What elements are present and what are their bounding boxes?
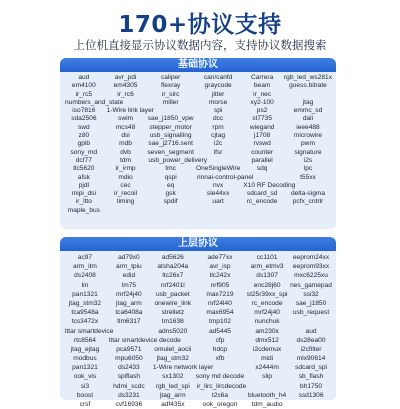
protocol-item: enc28j60 [253, 281, 281, 289]
protocol-item: rgb_led_spi [155, 382, 190, 390]
protocol-item: ds28ea00 [296, 336, 326, 344]
protocol-item: lpc [303, 165, 313, 173]
protocol-item: 1-Wire link layer [106, 107, 154, 115]
upper-protocols-panel [60, 237, 336, 408]
protocol-item: beam [253, 82, 271, 90]
protocol-item: usb_signalling [149, 132, 192, 140]
protocol-item: rgb_led_ws281x [283, 74, 332, 81]
protocol-item: ad79x0 [118, 254, 140, 261]
protocol-item: rtc8564 [73, 336, 96, 344]
protocol-item: tca9548a [71, 309, 99, 317]
protocol-item: jtag_arm [116, 299, 142, 307]
protocol-item: sle44xx [206, 190, 230, 198]
protocol-item: onewire_link [154, 299, 192, 307]
protocol-item: nvx [212, 181, 224, 189]
protocol-item: mpu6050 [115, 355, 143, 363]
protocol-item: usb_request [292, 309, 330, 317]
protocol-item: timing [116, 198, 135, 206]
protocol-item: jtag_stm32 [68, 299, 102, 307]
protocol-item: lttar smartdevice decode [108, 336, 181, 344]
protocol-item: spiflash [117, 373, 141, 381]
protocol-item: bluetooth_h4 [248, 391, 287, 399]
protocol-item: rpm [212, 123, 224, 131]
protocol-item: 1-Wire network layer [152, 364, 214, 372]
protocol-item: st7735 [252, 115, 273, 123]
protocol-item: swd [77, 123, 90, 131]
protocol-item: bh1750 [300, 382, 323, 390]
protocol-item: pjdl [78, 181, 89, 189]
protocol-item: mxc6225xu [294, 272, 328, 280]
protocol-item: sda2506 [71, 115, 97, 123]
protocol-item: mrf24j40 [254, 309, 280, 317]
upper-protocols-heading: 上层协议 [60, 237, 336, 251]
protocol-item: caliper [160, 74, 181, 81]
protocol-item: em4305 [113, 82, 138, 90]
protocol-item: tmc [165, 165, 176, 173]
protocol-item: edid [122, 272, 136, 280]
protocol-item: nrf905 [210, 281, 230, 289]
protocol-item: boost [76, 391, 94, 399]
protocol-item: sdq [256, 165, 268, 173]
protocol-item: sony md decode [195, 373, 245, 381]
protocol-item: lin [81, 281, 89, 289]
protocol-item: qspi [164, 173, 177, 181]
protocol-item: sdcard_spi [295, 364, 327, 372]
protocol-item: tca6408a [115, 309, 143, 317]
protocol-item: j1708 [254, 132, 271, 140]
protocol-item: omulet_aocii [154, 345, 192, 353]
protocol-item: st25r39xx_spi [246, 290, 288, 298]
protocol-item: tm1638 [161, 318, 184, 326]
protocol-item: ir_recoil [113, 190, 138, 198]
protocol-item: eeprom93xx [292, 263, 330, 271]
protocol-item: wiegand [249, 123, 275, 131]
protocol-item: miller [162, 98, 179, 106]
protocol-item: stepper_motor [149, 123, 192, 131]
protocol-item: t2s6a [211, 391, 229, 399]
protocol-item: mdb [119, 140, 132, 148]
protocol-item: lttar smartdevice [65, 327, 114, 335]
protocol-item: ir_rc6 [117, 90, 134, 98]
protocol-item: nes_gamepad [290, 281, 332, 289]
protocol-item: jtag [302, 98, 314, 106]
protocol-item: flexray [160, 82, 181, 90]
protocol-item: ir_sirc [161, 90, 180, 98]
protocol-item: i2s [303, 156, 313, 164]
protocol-item: mipi_dsi [71, 190, 96, 198]
protocol-item: maple_bus [67, 206, 100, 214]
protocol-item: cfp [215, 336, 225, 344]
protocol-item: Carrera [250, 74, 274, 81]
protocol-item: parallel [251, 156, 273, 164]
protocol-item: z80 [78, 132, 90, 140]
protocol-item: ir_lirc_lircdecode [196, 382, 247, 390]
protocol-item: hdmi_scdc [113, 382, 145, 390]
protocol-item: arm_etmv3 [250, 263, 284, 271]
protocol-item: numbers_and_state [65, 98, 124, 106]
protocol-item: max7219 [206, 290, 234, 298]
protocol-item: swim [118, 115, 134, 123]
protocol-item: mdio [118, 173, 133, 181]
protocol-item: dcc [212, 115, 224, 123]
protocol-item: ssd1306 [298, 391, 324, 399]
protocol-item: spi [213, 107, 223, 115]
protocol-item: ir_irmp [115, 165, 136, 173]
protocol-item: eq [166, 181, 175, 189]
protocol-item: x2444m [255, 364, 279, 372]
protocol-item: rinnai-control-panel [196, 173, 254, 181]
protocol-item: am230x [255, 327, 279, 335]
protocol-item: usb_packet [155, 290, 190, 298]
protocol-item: X10 RF Decoding [243, 181, 296, 189]
protocol-item: sony_md [70, 148, 98, 156]
protocol-item: rc_encode [246, 198, 278, 206]
protocol-item: ds2433 [118, 364, 140, 372]
protocol-item: ir_nec [253, 90, 272, 98]
protocol-item: nrf24l40 [208, 299, 232, 307]
basic-protocols-grid [60, 74, 336, 215]
protocol-item: iso7816 [72, 107, 96, 115]
protocol-item: ir_ltto [75, 198, 92, 206]
protocol-item: sae_j1850 [295, 299, 327, 307]
protocol-item: dmx512 [255, 336, 279, 344]
protocol-item: midi [261, 355, 274, 363]
protocol-item: guess.bitrate [289, 82, 327, 90]
protocol-item: gpib [77, 140, 91, 148]
protocol-item: seven_segment [147, 148, 194, 156]
basic-protocols-panel [60, 58, 336, 229]
protocol-item: dsi [121, 132, 130, 140]
protocol-item: tcs3472x [71, 318, 99, 326]
protocol-item: tlc5620 [73, 165, 95, 173]
protocol-item: ps2 [256, 107, 268, 115]
protocol-item: em4100 [71, 82, 96, 90]
page-title: 170+协议支持 [118, 12, 282, 38]
protocol-item: delta-sigma [290, 190, 326, 198]
protocol-item: cjtag [211, 132, 226, 140]
protocol-item: tdm [120, 156, 132, 164]
protocol-item: si3 [80, 382, 90, 390]
protocol-item: mrf24j40 [116, 290, 142, 298]
protocol-item: t55xx [300, 173, 316, 181]
protocol-item: i2cdemux [253, 345, 282, 353]
protocol-item: dali [302, 115, 314, 123]
protocol-item: pan1321 [72, 290, 98, 298]
basic-protocols-heading: 基础协议 [60, 58, 336, 72]
protocol-item: tmp102 [208, 318, 231, 326]
protocol-item: nrf2401l [160, 281, 185, 289]
protocol-item: xfb [215, 355, 225, 363]
protocol-item: sae_j1850_vpw [147, 115, 194, 123]
protocol-item: ltc26x7 [162, 272, 184, 280]
protocol-item: ade77xx [207, 254, 233, 261]
protocol-item: can/canfd [203, 74, 233, 81]
protocol-item: jtag_ejtag [70, 345, 100, 353]
protocol-item: crsf [79, 401, 91, 408]
protocol-item: slip [262, 373, 273, 381]
protocol-item: aud [78, 74, 90, 81]
protocol-item: cvf16936 [115, 401, 143, 408]
upper-protocols-grid [60, 253, 336, 409]
protocol-item: nunchuk [254, 318, 280, 326]
protocol-item: pan1321 [72, 364, 98, 372]
protocol-item: emmc_sd [293, 107, 323, 115]
protocol-item: ad5626 [161, 254, 184, 261]
protocol-item: rvswd [253, 140, 271, 148]
protocol-item: atsha204a [157, 263, 189, 271]
protocol-item: cc1101 [256, 254, 278, 261]
protocol-item: sb_flash [298, 373, 324, 381]
protocol-item: ds3231 [118, 391, 140, 399]
protocol-item: modbus [73, 355, 97, 363]
protocol-item: jtag_stm32 [156, 355, 189, 363]
protocol-item: hdcp [212, 345, 228, 353]
protocol-item: xy2-100 [250, 98, 274, 106]
protocol-item: jtag_arm [159, 391, 186, 399]
protocol-item: rc_encode [251, 299, 283, 307]
protocol-item: arm_itm [73, 263, 97, 271]
protocol-item: microwire [293, 132, 323, 140]
protocol-item: i2cfilter [300, 345, 322, 353]
protocol-item: ds1307 [256, 272, 278, 280]
protocol-item: dcf77 [75, 156, 92, 164]
protocol-item: ir_rc5 [75, 90, 93, 98]
protocol-item: lm75 [121, 281, 137, 289]
protocol-item: afsk [77, 173, 90, 181]
protocol-item: strelletz [161, 309, 185, 317]
protocol-item: spdif [163, 198, 178, 206]
protocol-item: lfsr [213, 148, 223, 156]
protocol-item: sdcard_sd [246, 190, 278, 198]
protocol-item: ssi32 [303, 290, 319, 298]
protocol-item: uart [212, 198, 224, 206]
protocol-item: adf435x [161, 401, 185, 408]
protocol-item: jitter [211, 90, 225, 98]
protocol-item: tlc242x [209, 272, 231, 280]
protocol-item: graycode [204, 82, 232, 90]
protocol-item: OneSingleWire [195, 165, 241, 173]
protocol-item: pca9571 [116, 345, 142, 353]
protocol-item: dvb [120, 148, 131, 156]
protocol-item: arm_tpiu [116, 263, 142, 271]
protocol-item: adns5020 [158, 327, 188, 335]
protocol-item: sx1302 [162, 373, 184, 381]
protocol-item: sae_j2716.sent [148, 140, 194, 148]
protocol-item: mlx90614 [296, 355, 326, 363]
protocol-item: ds2408 [74, 272, 96, 280]
protocol-item: counter [251, 148, 274, 156]
protocol-item: ieee488 [296, 123, 320, 131]
protocol-item: aud [305, 327, 317, 335]
protocol-item: ad5445 [208, 327, 231, 335]
protocol-item: signature [294, 148, 322, 156]
protocol-item: tlm6317 [117, 318, 141, 326]
protocol-item: usb_power_delivery [148, 156, 208, 164]
protocol-item: mcs48 [115, 123, 136, 131]
protocol-item: ac97 [77, 254, 93, 261]
protocol-item: tdm_audio [251, 401, 283, 408]
page-subtitle: 上位机直接显示协议数据内容，支持协议数据搜索 [73, 38, 327, 52]
protocol-item: cec [120, 181, 131, 189]
protocol-item: ook_oregon [202, 401, 238, 408]
protocol-item: ook_vis [73, 373, 97, 381]
protocol-item: max6954 [206, 309, 234, 317]
protocol-item: avr_pdi [114, 74, 137, 81]
protocol-item: avr_isp [209, 263, 231, 271]
protocol-item: eeprom24xx [292, 254, 330, 261]
protocol-item: gsk [165, 190, 176, 198]
protocol-item: i2c [213, 140, 223, 148]
protocol-item: morse [208, 98, 228, 106]
protocol-item: pcfx_cntrlr [292, 198, 324, 206]
protocol-item: pwm [301, 140, 315, 148]
